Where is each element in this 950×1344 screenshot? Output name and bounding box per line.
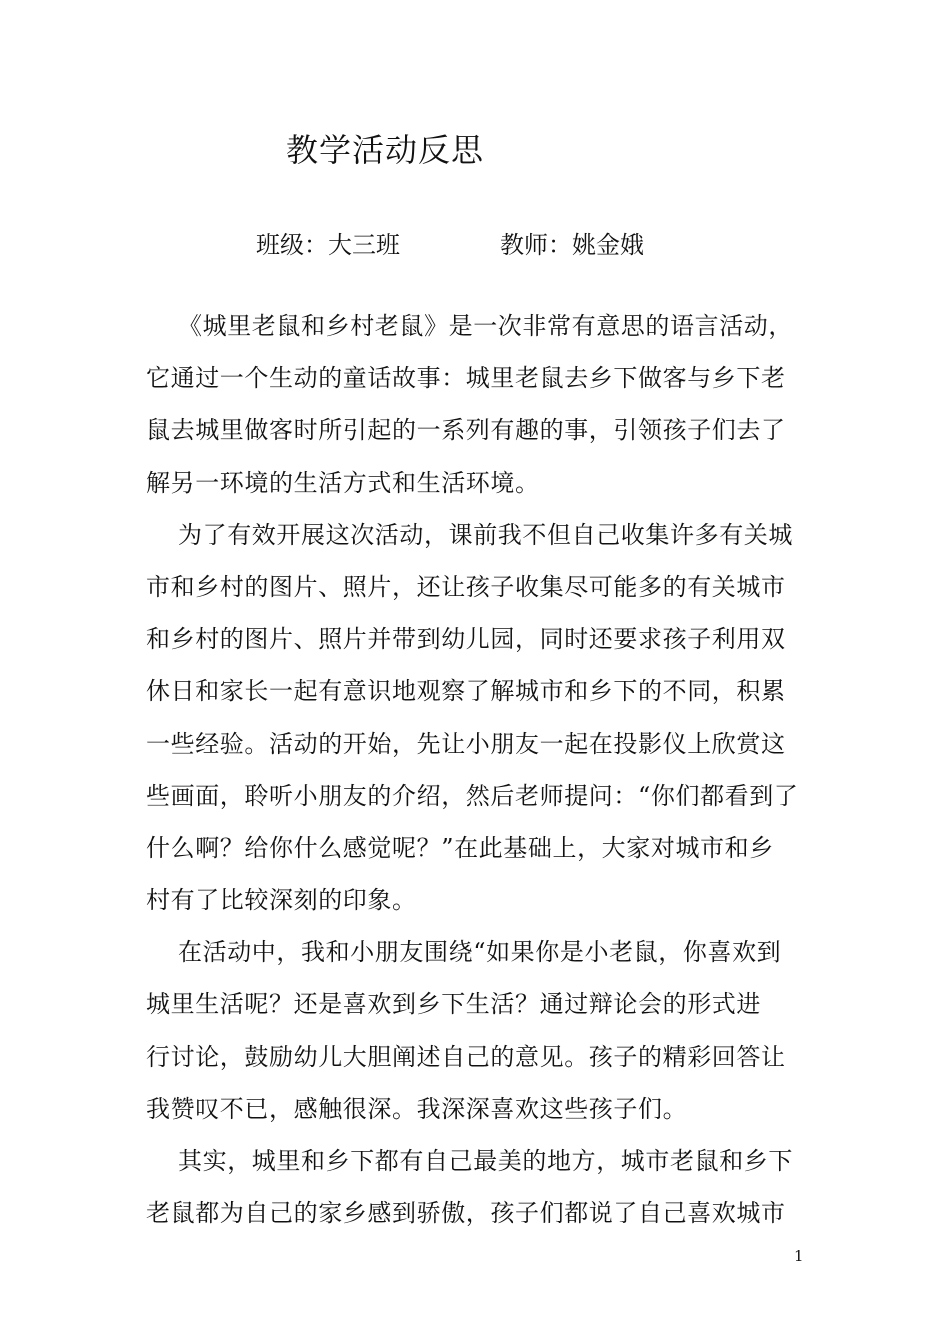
paragraph-line: 老鼠都为自己的家乡感到骄傲，孩子们都说了自己喜欢城市 <box>146 1199 786 1228</box>
paragraph-line: 它通过一个生动的童话故事：城里老鼠去乡下做客与乡下老 <box>146 364 786 393</box>
paragraph-line: 鼠去城里做客时所引起的一系列有趣的事，引领孩子们去了 <box>146 416 786 445</box>
paragraph-line: 在活动中，我和小朋友围绕“如果你是小老鼠，你喜欢到 <box>178 938 782 967</box>
paragraph-line: 一些经验。活动的开始，先让小朋友一起在投影仪上欣赏这 <box>146 729 786 758</box>
paragraph-line: 《城里老鼠和乡村老鼠》是一次非常有意思的语言活动， <box>178 312 793 340</box>
paragraph-line: 其实，城里和乡下都有自己最美的地方，城市老鼠和乡下 <box>178 1147 793 1175</box>
paragraph-line: 和乡村的图片、照片并带到幼儿园，同时还要求孩子利用双 <box>146 625 786 654</box>
class-label: 班级：大三班 <box>256 231 400 259</box>
paragraph-line: 休日和家长一起有意识地观察了解城市和乡下的不同，积累 <box>146 677 786 706</box>
paragraph-line: 解另一环境的生活方式和生活环境。 <box>146 468 540 497</box>
paragraph-line: 为了有效开展这次活动，课前我不但自己收集许多有关城 <box>178 520 793 549</box>
teacher-label: 教师：姚金娥 <box>500 231 644 259</box>
paragraph-line: 市和乡村的图片、照片，还让孩子收集尽可能多的有关城市 <box>146 572 786 601</box>
paragraph-line: 村有了比较深刻的印象。 <box>146 886 417 915</box>
paragraph-line: 城里生活呢？还是喜欢到乡下生活？通过辩论会的形式进 <box>146 990 761 1019</box>
paragraph-line: 些画面，聆听小朋友的介绍，然后老师提问：“你们都看到了 <box>146 781 799 810</box>
paragraph-line: 什么啊？给你什么感觉呢？”在此基础上，大家对城市和乡 <box>146 833 774 862</box>
body-text <box>146 300 808 1239</box>
document-title: 教学活动反思 <box>286 131 485 169</box>
paragraph-line: 行讨论，鼓励幼儿大胆阐述自己的意见。孩子的精彩回答让 <box>146 1042 786 1071</box>
page-number: 1 <box>794 1247 804 1265</box>
paragraph-line: 我赞叹不已，感触很深。我深深喜欢这些孩子们。 <box>146 1094 688 1123</box>
